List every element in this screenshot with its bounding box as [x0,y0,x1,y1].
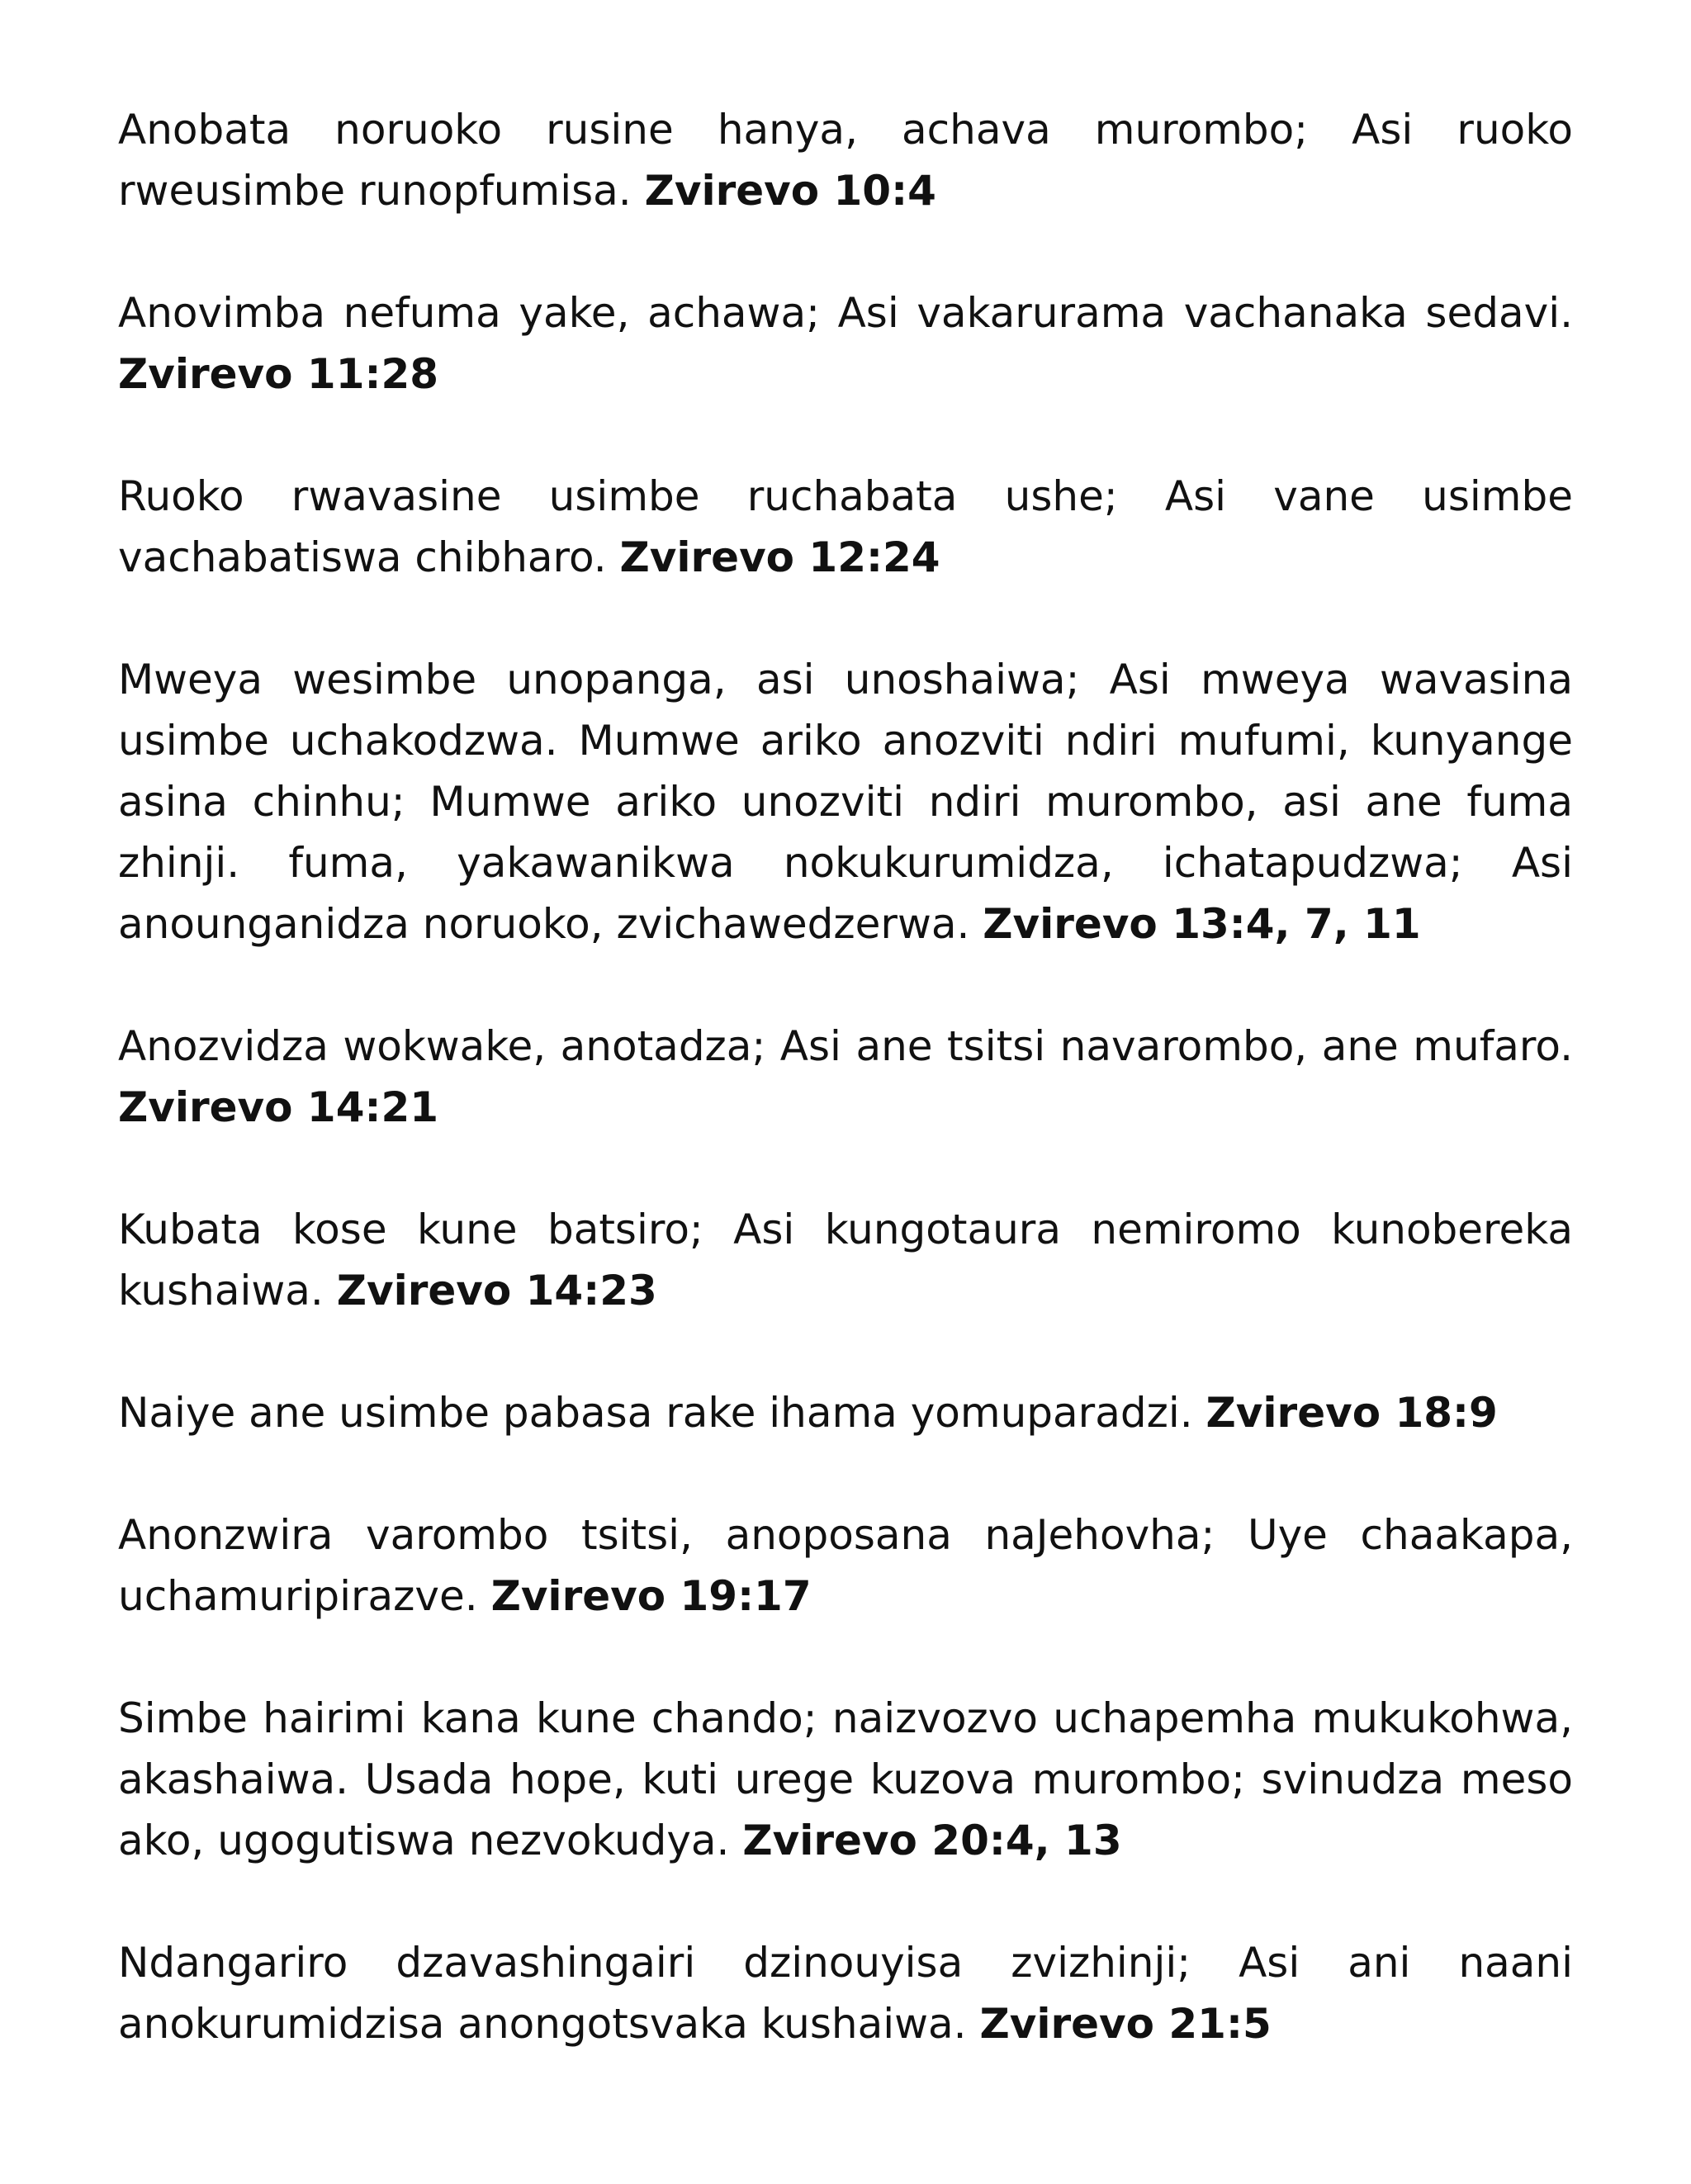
verse-reference: Zvirevo 14:23 [336,1267,657,1315]
document-page [118,99,1573,2115]
verse-text: Anovimba nefuma yake, achawa; Asi vakarurama vachanaka sedavi. [118,289,1573,337]
verse-text: Mweya wesimbe unopanga, asi unoshaiwa; Asi mweya wavasina usimbe uchakodzwa. Mumwe ariko anozviti ndiri mufumi, kunyange asina chinhu; Mumwe ariko unozviti ndiri murombo, asi ane fuma zhinji. fuma, yakawanikwa nokukurumidza, ichatapudzwa; Asi anounganidza noruoko, zvichawedzerwa. [118,656,1573,948]
verse-paragraph [118,649,1573,955]
verse-reference: Zvirevo 12:24 [619,533,940,581]
verse-paragraph [118,1199,1573,1321]
verse-paragraph [118,466,1573,588]
verse-reference: Zvirevo 18:9 [1205,1389,1498,1437]
verse-paragraph [118,1382,1573,1443]
verse-text: Anonzwira varombo tsitsi, anoposana naJehovha; Uye chaakapa, uchamuripirazve. [118,1511,1573,1620]
verse-text: Anobata noruoko rusine hanya, achava murombo; Asi ruoko rweusimbe runopfumisa. [118,106,1573,215]
verse-reference: Zvirevo 13:4, 7, 11 [983,900,1421,948]
verse-reference: Zvirevo 21:5 [979,2000,1272,2048]
verse-paragraph [118,1932,1573,2054]
verse-reference: Zvirevo 14:21 [118,1083,439,1131]
verse-paragraph [118,1504,1573,1627]
verse-reference: Zvirevo 11:28 [118,350,439,398]
verse-paragraph [118,1016,1573,1138]
verse-paragraph [118,282,1573,405]
verse-text: Ruoko rwavasine usimbe ruchabata ushe; Asi vane usimbe vachabatiswa chibharo. [118,472,1573,581]
verse-reference: Zvirevo 10:4 [644,167,936,215]
verse-text: Kubata kose kune batsiro; Asi kungotaura nemiromo kunobereka kushaiwa. [118,1206,1573,1315]
verse-reference: Zvirevo 19:17 [490,1572,812,1620]
verse-text: Simbe hairimi kana kune chando; naizvozvo uchapemha mukukohwa, akashaiwa. Usada hope, kuti urege kuzova murombo; svinudza meso ako, ugogutiswa nezvokudya. [118,1694,1573,1864]
verse-paragraph [118,99,1573,221]
verse-text: Anozvidza wokwake, anotadza; Asi ane tsitsi navarombo, ane mufaro. [118,1022,1573,1070]
verse-paragraph [118,1688,1573,1871]
verse-text: Ndangariro dzavashingairi dzinouyisa zvizhinji; Asi ani naani anokurumidzisa anongotsvaka kushaiwa. [118,1939,1573,2048]
verse-reference: Zvirevo 20:4, 13 [742,1817,1122,1864]
verse-text: Naiye ane usimbe pabasa rake ihama yomuparadzi. [118,1389,1193,1437]
